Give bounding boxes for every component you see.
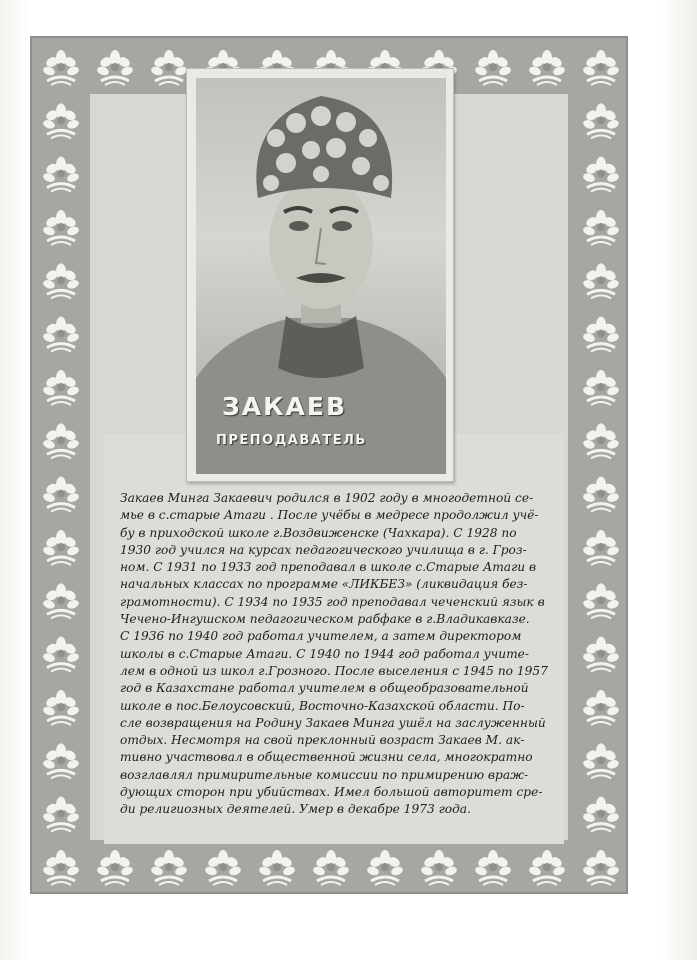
flower-ornament-icon <box>42 743 80 778</box>
biography-line: ди религиозных деятелей. Умер в декабре 1973 года. <box>120 802 471 817</box>
flower-ornament-icon <box>42 850 80 885</box>
biography-line: грамотности). С 1934 по 1935 год преподавал чеченский язык в <box>120 594 545 609</box>
biography-line: отдых. Несмотря на свой преклонный возраст Закаев М. ак- <box>120 733 525 748</box>
photo-caption-role: ПРЕПОДАВАТЕЛЬ <box>216 433 367 448</box>
flower-ornament-icon <box>96 50 134 85</box>
flower-ornament-icon <box>582 690 620 725</box>
flower-ornament-icon <box>42 797 80 832</box>
flower-ornament-icon <box>582 370 620 405</box>
flower-ornament-icon <box>582 797 620 832</box>
flower-ornament-icon <box>42 530 80 565</box>
flower-ornament-icon <box>582 157 620 192</box>
flower-ornament-icon <box>582 423 620 458</box>
biography-line: мье в с.старые Атаги . После учёбы в медресе продолжил учё- <box>120 508 539 523</box>
flower-ornament-icon <box>582 477 620 512</box>
flower-ornament-icon <box>582 530 620 565</box>
biography-line: С 1936 по 1940 год работал учителем, а затем директором <box>120 629 522 644</box>
flower-ornament-icon <box>474 50 512 85</box>
biography-line: год в Казахстане работал учителем в общеобразовательной <box>120 681 529 696</box>
flower-ornament-icon <box>474 850 512 885</box>
ornamental-frame <box>30 36 628 894</box>
biography-line: тивно участвовал в общественной жизни села, многократно <box>120 750 533 765</box>
biography-line: школе в пос.Белоусовский, Восточно-Казахской области. По- <box>120 698 525 713</box>
flower-ornament-icon <box>42 370 80 405</box>
biography-line: 1930 год учился на курсах педагогического училища в г. Гроз- <box>120 542 527 557</box>
flower-ornament-icon <box>42 50 80 85</box>
flower-ornament-icon <box>42 637 80 672</box>
flower-ornament-icon <box>42 477 80 512</box>
flower-ornament-icon <box>582 637 620 672</box>
flower-ornament-icon <box>528 850 566 885</box>
flower-ornament-icon <box>96 850 134 885</box>
flower-ornament-icon <box>528 50 566 85</box>
biography-line: возглавлял примирительные комиссии по примирению враж- <box>120 767 529 782</box>
flower-ornament-icon <box>366 850 404 885</box>
flower-ornament-icon <box>582 850 620 885</box>
biography-line: бу в приходской школе г.Воздвиженске (Чахкара). С 1928 по <box>120 525 517 540</box>
flower-ornament-icon <box>312 850 350 885</box>
flower-ornament-icon <box>42 583 80 618</box>
flower-ornament-icon <box>582 263 620 298</box>
flower-ornament-icon <box>258 850 296 885</box>
flower-ornament-icon <box>582 583 620 618</box>
flower-ornament-icon <box>582 317 620 352</box>
biography-line: начальных классах по программе «ЛИКБЕЗ» (ликвидация без- <box>120 577 528 592</box>
flower-ornament-icon <box>42 263 80 298</box>
biography-line: Закаев Минга Закаевич родился в 1902 году в многодетной се- <box>120 491 534 505</box>
flower-ornament-icon <box>204 850 242 885</box>
biography-line: сле возвращения на Родину Закаев Минга ушёл на заслуженный <box>120 715 546 730</box>
flower-ornament-icon <box>42 423 80 458</box>
flower-ornament-icon <box>42 157 80 192</box>
photo-caption-name: ЗАКАЕВ <box>222 392 348 421</box>
portrait-photo-card <box>186 68 454 482</box>
flower-ornament-icon <box>42 103 80 138</box>
flower-ornament-icon <box>582 743 620 778</box>
biography-line: дующих сторон при убийствах. Имел большой авторитет сре- <box>120 785 543 800</box>
biography-line: лем в одной из школ г.Грозного. После выселения с 1945 по 1957 <box>120 663 548 678</box>
flower-ornament-icon <box>42 210 80 245</box>
flower-ornament-icon <box>42 317 80 352</box>
flower-ornament-icon <box>420 850 458 885</box>
biography-text <box>120 490 570 819</box>
flower-ornament-icon <box>582 103 620 138</box>
flower-ornament-icon <box>582 210 620 245</box>
biography-line: школы в с.Старые Атаги. С 1940 по 1944 год работал учите- <box>120 646 529 661</box>
portrait-photo <box>196 78 446 474</box>
biography-line: Чечено-Ингушском педагогическом рабфаке в г.Владикавказе. <box>120 612 530 627</box>
flower-ornament-icon <box>582 50 620 85</box>
biography-line: ном. С 1931 по 1933 год преподавал в школе с.Старые Атаги в <box>120 560 537 575</box>
flower-ornament-icon <box>42 690 80 725</box>
flower-ornament-icon <box>150 50 188 85</box>
flower-ornament-icon <box>150 850 188 885</box>
